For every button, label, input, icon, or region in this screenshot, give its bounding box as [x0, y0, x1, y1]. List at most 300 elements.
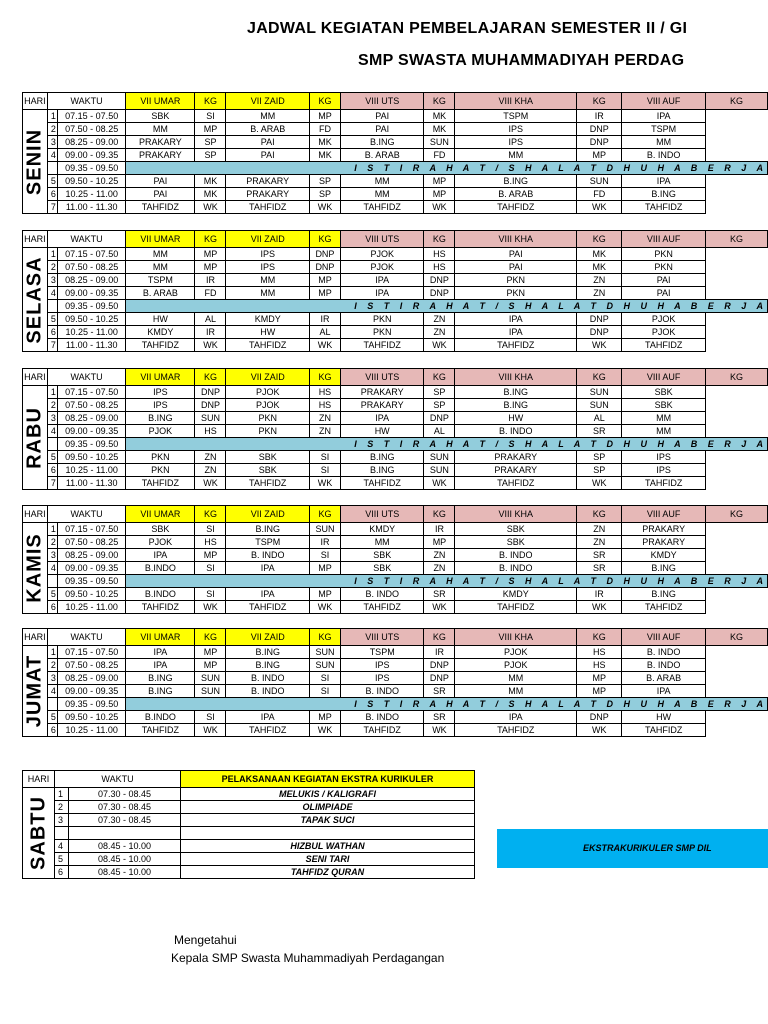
- header-row: [23, 629, 768, 646]
- teacher-code-cell: WK: [424, 201, 455, 214]
- subject-cell: IPS: [226, 248, 309, 261]
- teacher-code-cell: IR: [309, 313, 340, 326]
- period-number: [47, 575, 57, 588]
- table-row: [23, 659, 768, 672]
- subject-cell: PAI: [126, 175, 195, 188]
- table-row: [23, 672, 768, 685]
- schedule-table: [22, 368, 768, 490]
- activity-name: MELUKIS / KALIGRAFI: [181, 788, 475, 801]
- teacher-code-cell: MP: [195, 123, 226, 136]
- period-number: 4: [47, 149, 57, 162]
- subject-cell: PRAKARY: [622, 523, 705, 536]
- header-kg: KG: [424, 629, 455, 646]
- activity-name: HIZBUL WATHAN: [181, 840, 475, 853]
- header-kg: KG: [424, 506, 455, 523]
- period-number: 3: [47, 549, 57, 562]
- teacher-code-cell: MK: [195, 188, 226, 201]
- subject-cell: PAI: [622, 287, 705, 300]
- header-kg: KG: [577, 629, 622, 646]
- subject-cell: TSPM: [226, 536, 309, 549]
- subject-cell: B.ING: [226, 646, 309, 659]
- subject-cell: KMDY: [126, 326, 195, 339]
- subject-cell: PKN: [455, 274, 577, 287]
- period-number: 3: [47, 136, 57, 149]
- period-time: 10.25 - 11.00: [58, 464, 126, 477]
- subject-cell: PRAKARY: [226, 175, 309, 188]
- table-row: [23, 412, 768, 425]
- period-time: 11.00 - 11.30: [58, 201, 126, 214]
- period-number: 5: [55, 853, 69, 866]
- subject-cell: SBK: [226, 451, 309, 464]
- teacher-code-cell: MK: [577, 261, 622, 274]
- header-class: VII UMAR: [126, 629, 195, 646]
- teacher-code-cell: MP: [424, 175, 455, 188]
- day-section-selasa: [22, 230, 768, 352]
- subject-cell: B.ING: [340, 451, 423, 464]
- teacher-code-cell: SP: [309, 188, 340, 201]
- period-number: 4: [47, 562, 57, 575]
- teacher-code-cell: SP: [195, 149, 226, 162]
- teacher-code-cell: FD: [195, 287, 226, 300]
- subject-cell: PAI: [340, 123, 423, 136]
- subject-cell: TAHFIDZ: [126, 601, 195, 614]
- subject-cell: PJOK: [455, 646, 577, 659]
- subject-cell: IPS: [455, 136, 577, 149]
- subject-cell: B.ING: [455, 386, 577, 399]
- subject-cell: IPA: [226, 588, 309, 601]
- subject-cell: B. INDO: [226, 672, 309, 685]
- period-number: 1: [55, 788, 69, 801]
- header-row: [23, 369, 768, 386]
- subject-cell: IPA: [622, 685, 705, 698]
- subject-cell: B.ING: [455, 175, 577, 188]
- header-kg: KG: [705, 629, 767, 646]
- header-kg: KG: [424, 369, 455, 386]
- subject-cell: PAI: [226, 136, 309, 149]
- subject-cell: TSPM: [126, 274, 195, 287]
- header-kg: KG: [195, 231, 226, 248]
- subject-cell: TAHFIDZ: [226, 601, 309, 614]
- page-title: JADWAL KEGIATAN PEMBELAJARAN SEMESTER II / GI: [247, 20, 688, 37]
- subject-cell: MM: [126, 123, 195, 136]
- period-number: 6: [47, 724, 57, 737]
- period-time: 09.50 - 10.25: [58, 588, 126, 601]
- ekstra-header: PELAKSANAAN KEGIATAN EKSTRA KURIKULER: [181, 771, 475, 788]
- teacher-code-cell: DNP: [577, 326, 622, 339]
- subject-cell: IPA: [340, 274, 423, 287]
- subject-cell: KMDY: [226, 313, 309, 326]
- subject-cell: PJOK: [226, 386, 309, 399]
- header-hari: HARI: [23, 369, 48, 386]
- header-class: VIII AUF: [622, 93, 705, 110]
- header-waktu: WAKTU: [47, 93, 125, 110]
- subject-cell: B.INDO: [126, 711, 195, 724]
- table-row: [23, 464, 768, 477]
- break-row: [23, 698, 768, 711]
- header-row: [23, 231, 768, 248]
- table-row: [23, 562, 768, 575]
- period-time: 07.50 - 08.25: [58, 261, 126, 274]
- subject-cell: IPA: [126, 659, 195, 672]
- teacher-code-cell: ZN: [424, 562, 455, 575]
- day-label: RABU: [23, 406, 46, 469]
- period-number: 6: [47, 464, 57, 477]
- break-row: [23, 575, 768, 588]
- period-number: [47, 438, 57, 451]
- teacher-code-cell: SI: [309, 464, 340, 477]
- header-kg: KG: [705, 93, 767, 110]
- subject-cell: IPA: [455, 711, 577, 724]
- subject-cell: PAI: [126, 188, 195, 201]
- teacher-code-cell: DNP: [577, 123, 622, 136]
- table-row: [23, 711, 768, 724]
- teacher-code-cell: ZN: [577, 536, 622, 549]
- teacher-code-cell: MK: [309, 149, 340, 162]
- header-kg: KG: [195, 506, 226, 523]
- teacher-code-cell: SUN: [309, 659, 340, 672]
- subject-cell: PKN: [340, 313, 423, 326]
- teacher-code-cell: FD: [309, 123, 340, 136]
- subject-cell: TAHFIDZ: [126, 339, 195, 352]
- ekstra-section: [22, 770, 475, 879]
- teacher-code-cell: DNP: [309, 248, 340, 261]
- footer-mengetahui: Mengetahui: [174, 933, 237, 947]
- teacher-code-cell: SR: [424, 711, 455, 724]
- period-number: 1: [47, 110, 57, 123]
- teacher-code-cell: HS: [195, 425, 226, 438]
- period-number: [55, 827, 69, 840]
- header-waktu: WAKTU: [47, 231, 125, 248]
- subject-cell: PRAKARY: [622, 536, 705, 549]
- subject-cell: B.ING: [226, 523, 309, 536]
- subject-cell: MM: [622, 412, 705, 425]
- header-kg: KG: [195, 629, 226, 646]
- teacher-code-cell: WK: [309, 339, 340, 352]
- teacher-code-cell: DNP: [424, 412, 455, 425]
- period-number: 6: [47, 326, 57, 339]
- subject-cell: B. INDO: [226, 549, 309, 562]
- period-number: 3: [55, 814, 69, 827]
- subject-cell: HW: [226, 326, 309, 339]
- subject-cell: KMDY: [340, 523, 423, 536]
- subject-cell: MM: [622, 136, 705, 149]
- period-time: [69, 827, 181, 840]
- period-number: 7: [47, 477, 57, 490]
- teacher-code-cell: MP: [195, 549, 226, 562]
- teacher-code-cell: MP: [577, 149, 622, 162]
- subject-cell: TAHFIDZ: [455, 201, 577, 214]
- subject-cell: IPS: [340, 672, 423, 685]
- teacher-code-cell: ZN: [424, 549, 455, 562]
- subject-cell: B.INDO: [126, 562, 195, 575]
- header-waktu: WAKTU: [47, 506, 125, 523]
- period-time: 09.35 - 09.50: [58, 162, 126, 175]
- period-number: 6: [55, 866, 69, 879]
- period-time: 07.30 - 08.45: [69, 814, 181, 827]
- subject-cell: IPA: [622, 110, 705, 123]
- subject-cell: B.ING: [340, 136, 423, 149]
- subject-cell: TAHFIDZ: [622, 339, 705, 352]
- subject-cell: TAHFIDZ: [340, 477, 423, 490]
- period-time: 08.25 - 09.00: [58, 412, 126, 425]
- subject-cell: IPA: [226, 562, 309, 575]
- subject-cell: PAI: [455, 248, 577, 261]
- subject-cell: TAHFIDZ: [226, 477, 309, 490]
- subject-cell: B. INDO: [622, 659, 705, 672]
- subject-cell: B.ING: [126, 412, 195, 425]
- teacher-code-cell: ZN: [309, 425, 340, 438]
- subject-cell: PKN: [226, 412, 309, 425]
- teacher-code-cell: WK: [309, 724, 340, 737]
- subject-cell: SBK: [126, 523, 195, 536]
- subject-cell: PAI: [340, 110, 423, 123]
- header-hari: HARI: [23, 629, 48, 646]
- subject-cell: MM: [126, 248, 195, 261]
- period-number: 3: [47, 274, 57, 287]
- teacher-code-cell: MK: [309, 136, 340, 149]
- header-kg: KG: [577, 506, 622, 523]
- teacher-code-cell: MP: [309, 274, 340, 287]
- teacher-code-cell: HS: [424, 248, 455, 261]
- teacher-code-cell: HS: [309, 399, 340, 412]
- subject-cell: MM: [455, 685, 577, 698]
- activity-name: TAHFIDZ QURAN: [181, 866, 475, 879]
- table-row: [23, 425, 768, 438]
- header-waktu: WAKTU: [55, 771, 181, 788]
- subject-cell: TAHFIDZ: [622, 724, 705, 737]
- subject-cell: B.ING: [622, 562, 705, 575]
- subject-cell: IPA: [455, 313, 577, 326]
- subject-cell: HW: [455, 412, 577, 425]
- teacher-code-cell: AL: [424, 425, 455, 438]
- teacher-code-cell: ZN: [195, 451, 226, 464]
- subject-cell: B. INDO: [455, 549, 577, 562]
- subject-cell: PKN: [340, 326, 423, 339]
- teacher-code-cell: SI: [309, 451, 340, 464]
- subject-cell: IPS: [622, 451, 705, 464]
- subject-cell: TAHFIDZ: [340, 201, 423, 214]
- teacher-code-cell: WK: [577, 339, 622, 352]
- period-number: 4: [47, 425, 57, 438]
- day-cell: [23, 248, 48, 352]
- subject-cell: TAHFIDZ: [340, 601, 423, 614]
- period-time: 08.45 - 10.00: [69, 840, 181, 853]
- table-row: [23, 685, 768, 698]
- period-number: 2: [47, 659, 57, 672]
- teacher-code-cell: SUN: [424, 136, 455, 149]
- day-cell: [23, 646, 48, 737]
- period-number: 6: [47, 188, 57, 201]
- teacher-code-cell: SP: [424, 386, 455, 399]
- period-time: 07.15 - 07.50: [58, 523, 126, 536]
- teacher-code-cell: SP: [577, 464, 622, 477]
- period-time: 07.15 - 07.50: [58, 646, 126, 659]
- subject-cell: MM: [622, 425, 705, 438]
- teacher-code-cell: SR: [424, 685, 455, 698]
- table-row: [23, 201, 768, 214]
- subject-cell: TAHFIDZ: [126, 477, 195, 490]
- period-number: 1: [47, 523, 57, 536]
- table-row: [23, 399, 768, 412]
- period-number: 5: [47, 175, 57, 188]
- period-number: 7: [47, 201, 57, 214]
- teacher-code-cell: ZN: [424, 313, 455, 326]
- teacher-code-cell: MP: [309, 562, 340, 575]
- teacher-code-cell: AL: [195, 313, 226, 326]
- period-time: 09.00 - 09.35: [58, 425, 126, 438]
- header-kg: KG: [309, 93, 340, 110]
- teacher-code-cell: HS: [309, 386, 340, 399]
- table-row: [23, 110, 768, 123]
- subject-cell: IPA: [622, 175, 705, 188]
- break-banner: I S T I R A H A T / S H A L A T D H U H A B E R J A: [126, 162, 768, 175]
- teacher-code-cell: SR: [577, 549, 622, 562]
- teacher-code-cell: SUN: [577, 399, 622, 412]
- table-row: [23, 523, 768, 536]
- teacher-code-cell: ZN: [424, 326, 455, 339]
- teacher-code-cell: SI: [195, 588, 226, 601]
- subject-cell: TSPM: [622, 123, 705, 136]
- teacher-code-cell: SI: [195, 711, 226, 724]
- header-class: VII ZAID: [226, 369, 309, 386]
- subject-cell: B. INDO: [622, 149, 705, 162]
- ekstra-row: [23, 866, 475, 879]
- subject-cell: PRAKARY: [340, 399, 423, 412]
- ekstra-note: EKSTRAKURIKULER SMP DIL: [497, 829, 768, 868]
- table-row: [23, 339, 768, 352]
- teacher-code-cell: SUN: [309, 523, 340, 536]
- day-cell: [23, 110, 48, 214]
- day-cell: [23, 386, 48, 490]
- subject-cell: MM: [340, 175, 423, 188]
- subject-cell: PKN: [126, 464, 195, 477]
- period-time: 10.25 - 11.00: [58, 601, 126, 614]
- subject-cell: PAI: [622, 274, 705, 287]
- subject-cell: B. ARAB: [340, 149, 423, 162]
- day-label: SENIN: [23, 128, 46, 195]
- ekstra-row: [23, 788, 475, 801]
- teacher-code-cell: SP: [424, 399, 455, 412]
- footer-kepala-sekolah: Kepala SMP Swasta Muhammadiyah Perdagangan: [171, 951, 445, 965]
- subject-cell: B. INDO: [455, 425, 577, 438]
- table-row: [23, 313, 768, 326]
- subject-cell: IPS: [226, 261, 309, 274]
- teacher-code-cell: WK: [577, 724, 622, 737]
- activity-name: OLIMPIADE: [181, 801, 475, 814]
- period-number: 5: [47, 711, 57, 724]
- header-hari: HARI: [23, 231, 48, 248]
- subject-cell: B. INDO: [340, 588, 423, 601]
- teacher-code-cell: MP: [577, 672, 622, 685]
- teacher-code-cell: MP: [309, 588, 340, 601]
- subject-cell: PRAKARY: [455, 451, 577, 464]
- teacher-code-cell: SI: [309, 549, 340, 562]
- table-row: [23, 601, 768, 614]
- teacher-code-cell: MK: [577, 248, 622, 261]
- teacher-code-cell: SR: [577, 562, 622, 575]
- subject-cell: PJOK: [126, 425, 195, 438]
- teacher-code-cell: SI: [195, 523, 226, 536]
- teacher-code-cell: DNP: [577, 136, 622, 149]
- teacher-code-cell: SR: [577, 425, 622, 438]
- day-label: SABTU: [27, 796, 49, 870]
- subject-cell: IPA: [340, 287, 423, 300]
- subject-cell: TAHFIDZ: [226, 201, 309, 214]
- period-number: [47, 698, 57, 711]
- teacher-code-cell: SUN: [424, 464, 455, 477]
- subject-cell: TAHFIDZ: [455, 477, 577, 490]
- teacher-code-cell: WK: [424, 477, 455, 490]
- ekstra-row: [23, 840, 475, 853]
- subject-cell: PJOK: [226, 399, 309, 412]
- period-time: 07.50 - 08.25: [58, 123, 126, 136]
- period-number: 2: [47, 399, 57, 412]
- header-class: VII ZAID: [226, 629, 309, 646]
- subject-cell: TSPM: [340, 646, 423, 659]
- teacher-code-cell: IR: [577, 110, 622, 123]
- teacher-code-cell: IR: [309, 536, 340, 549]
- teacher-code-cell: MP: [424, 536, 455, 549]
- period-number: 7: [47, 339, 57, 352]
- period-number: 2: [47, 536, 57, 549]
- teacher-code-cell: SUN: [195, 412, 226, 425]
- period-time: 09.00 - 09.35: [58, 149, 126, 162]
- period-time: 09.50 - 10.25: [58, 451, 126, 464]
- header-class: VIII UTS: [340, 93, 423, 110]
- subject-cell: PRAKARY: [226, 188, 309, 201]
- period-number: 5: [47, 588, 57, 601]
- subject-cell: IPA: [226, 711, 309, 724]
- teacher-code-cell: WK: [309, 601, 340, 614]
- schedule-table: [22, 505, 768, 614]
- subject-cell: B. ARAB: [455, 188, 577, 201]
- teacher-code-cell: WK: [424, 339, 455, 352]
- subject-cell: B. INDO: [226, 685, 309, 698]
- teacher-code-cell: SP: [309, 175, 340, 188]
- period-time: 07.50 - 08.25: [58, 399, 126, 412]
- header-class: VIII AUF: [622, 231, 705, 248]
- header-class: VII ZAID: [226, 506, 309, 523]
- teacher-code-cell: SI: [309, 672, 340, 685]
- teacher-code-cell: IR: [424, 646, 455, 659]
- header-class: VII UMAR: [126, 231, 195, 248]
- teacher-code-cell: WK: [195, 724, 226, 737]
- subject-cell: B.ING: [226, 659, 309, 672]
- period-number: 1: [47, 646, 57, 659]
- subject-cell: IPA: [126, 549, 195, 562]
- subject-cell: TAHFIDZ: [226, 724, 309, 737]
- subject-cell: PJOK: [126, 536, 195, 549]
- teacher-code-cell: WK: [195, 477, 226, 490]
- header-kg: KG: [309, 629, 340, 646]
- subject-cell: IPA: [455, 326, 577, 339]
- period-time: 07.50 - 08.25: [58, 536, 126, 549]
- subject-cell: PAI: [226, 149, 309, 162]
- subject-cell: MM: [455, 672, 577, 685]
- subject-cell: PKN: [126, 451, 195, 464]
- subject-cell: PKN: [226, 425, 309, 438]
- subject-cell: TAHFIDZ: [126, 724, 195, 737]
- break-row: [23, 438, 768, 451]
- table-row: [23, 261, 768, 274]
- ekstra-row: [23, 853, 475, 866]
- subject-cell: HW: [340, 425, 423, 438]
- subject-cell: KMDY: [455, 588, 577, 601]
- teacher-code-cell: HS: [577, 646, 622, 659]
- teacher-code-cell: MP: [195, 659, 226, 672]
- teacher-code-cell: SUN: [195, 672, 226, 685]
- period-time: 07.30 - 08.45: [69, 788, 181, 801]
